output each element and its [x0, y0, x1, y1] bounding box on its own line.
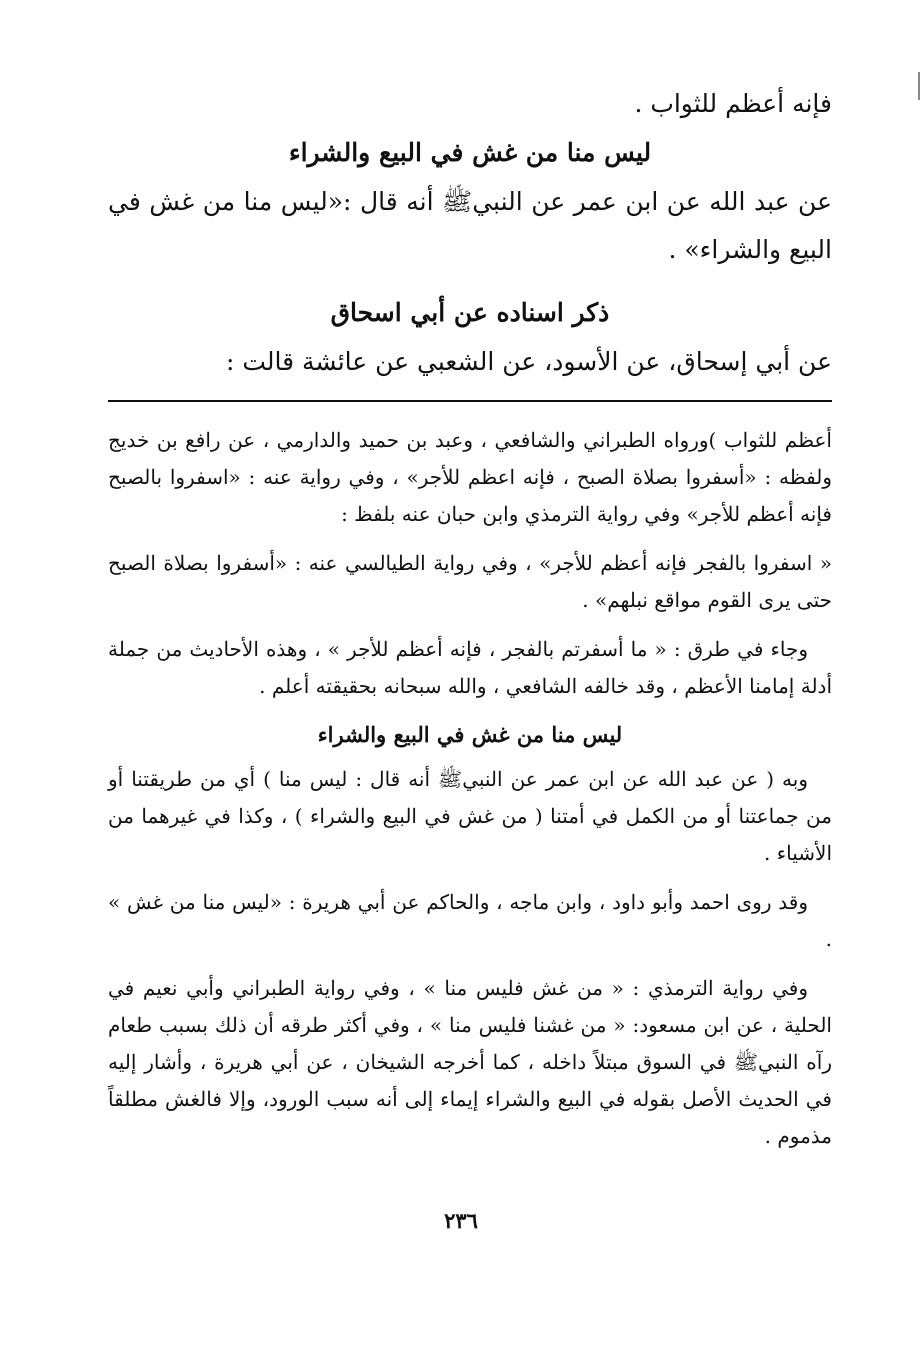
main-paragraph-2: عن أبي إسحاق، عن الأسود، عن الشعبي عن عائشة قالت : — [225, 347, 832, 376]
page-content — [108, 80, 832, 1167]
main-line-1: فإنه أعظم للثواب . — [634, 89, 832, 118]
page-edge-mark — [910, 72, 920, 100]
page-number: ٢٣٦ — [444, 1208, 478, 1233]
main-paragraph-1: عن عبد الله عن ابن عمر عن النبيﷺ أنه قال :«ليس منا من غش في البيع والشراء» . — [108, 187, 832, 264]
commentary-paragraph-3: وجاء في طرق : « ما أسفرتم بالفجر ، فإنه أعظم للأجر » ، وهذه الأحاديث من جملة أدلة إمامنا الأعظم ، وقد خالفه الشافعي ، والله سبحانه بحقيقته أعلم . — [108, 637, 832, 698]
main-heading-1: ليس منا من غش في البيع والشراء — [288, 138, 652, 167]
main-text — [108, 80, 832, 386]
commentary-paragraph-5: وقد روى احمد وأبو داود ، وابن ماجه ، والحاكم عن أبي هريرة : «ليس منا من غش » . — [108, 890, 832, 951]
commentary-paragraph-6: وفي رواية الترمذي : « من غش فليس منا » ، وفي رواية الطبراني وأبي نعيم في الحلية ، عن ابن مسعود: « من غشنا فليس منا » ، وفي أكثر طرقه أن ذلك بسبب طعام رآه النبيﷺ في السوق مبتلاً داخله ، كما أخرجه الشيخان ، عن أبي هريرة ، وأشار إليه في الحديث الأصل بقوله في البيع والشراء إيماء إلى أنه سبب الورود، وإلا فالغش مطلقاً مذموم . — [108, 976, 832, 1148]
commentary-heading: ليس منا من غش في البيع والشراء — [317, 722, 623, 747]
footnote-divider — [108, 400, 832, 402]
commentary-paragraph-1: أعظم للثواب )ورواه الطبراني والشافعي ، وعبد بن حميد والدارمي ، عن رافع بن خديج ولفظه : «أسفروا بصلاة الصبح ، فإنه اعظم للأجر» ، وفي رواية عنه : «اسفروا بالصبح فإنه أعظم للأجر» وفي رواية الترمذي وابن حبان عنه بلفظ : — [108, 428, 832, 526]
commentary-paragraph-2: « اسفروا بالفجر فإنه أعظم للأجر» ، وفي رواية الطيالسي عنه : «أسفروا بصلاة الصبح حتى يرى القوم مواقع نبلهم» . — [108, 551, 832, 612]
commentary-paragraph-4: وبه ( عن عبد الله عن ابن عمر عن النبيﷺ أنه قال : ليس منا ) أي من طريقتنا أو من جماعتنا أو من الكمل في أمتنا ( من غش في البيع والشراء ) ، وكذا في غيرهما من الأشياء . — [108, 767, 832, 865]
commentary-section — [108, 422, 832, 1155]
main-heading-2: ذكر اسناده عن أبي اسحاق — [330, 298, 610, 327]
